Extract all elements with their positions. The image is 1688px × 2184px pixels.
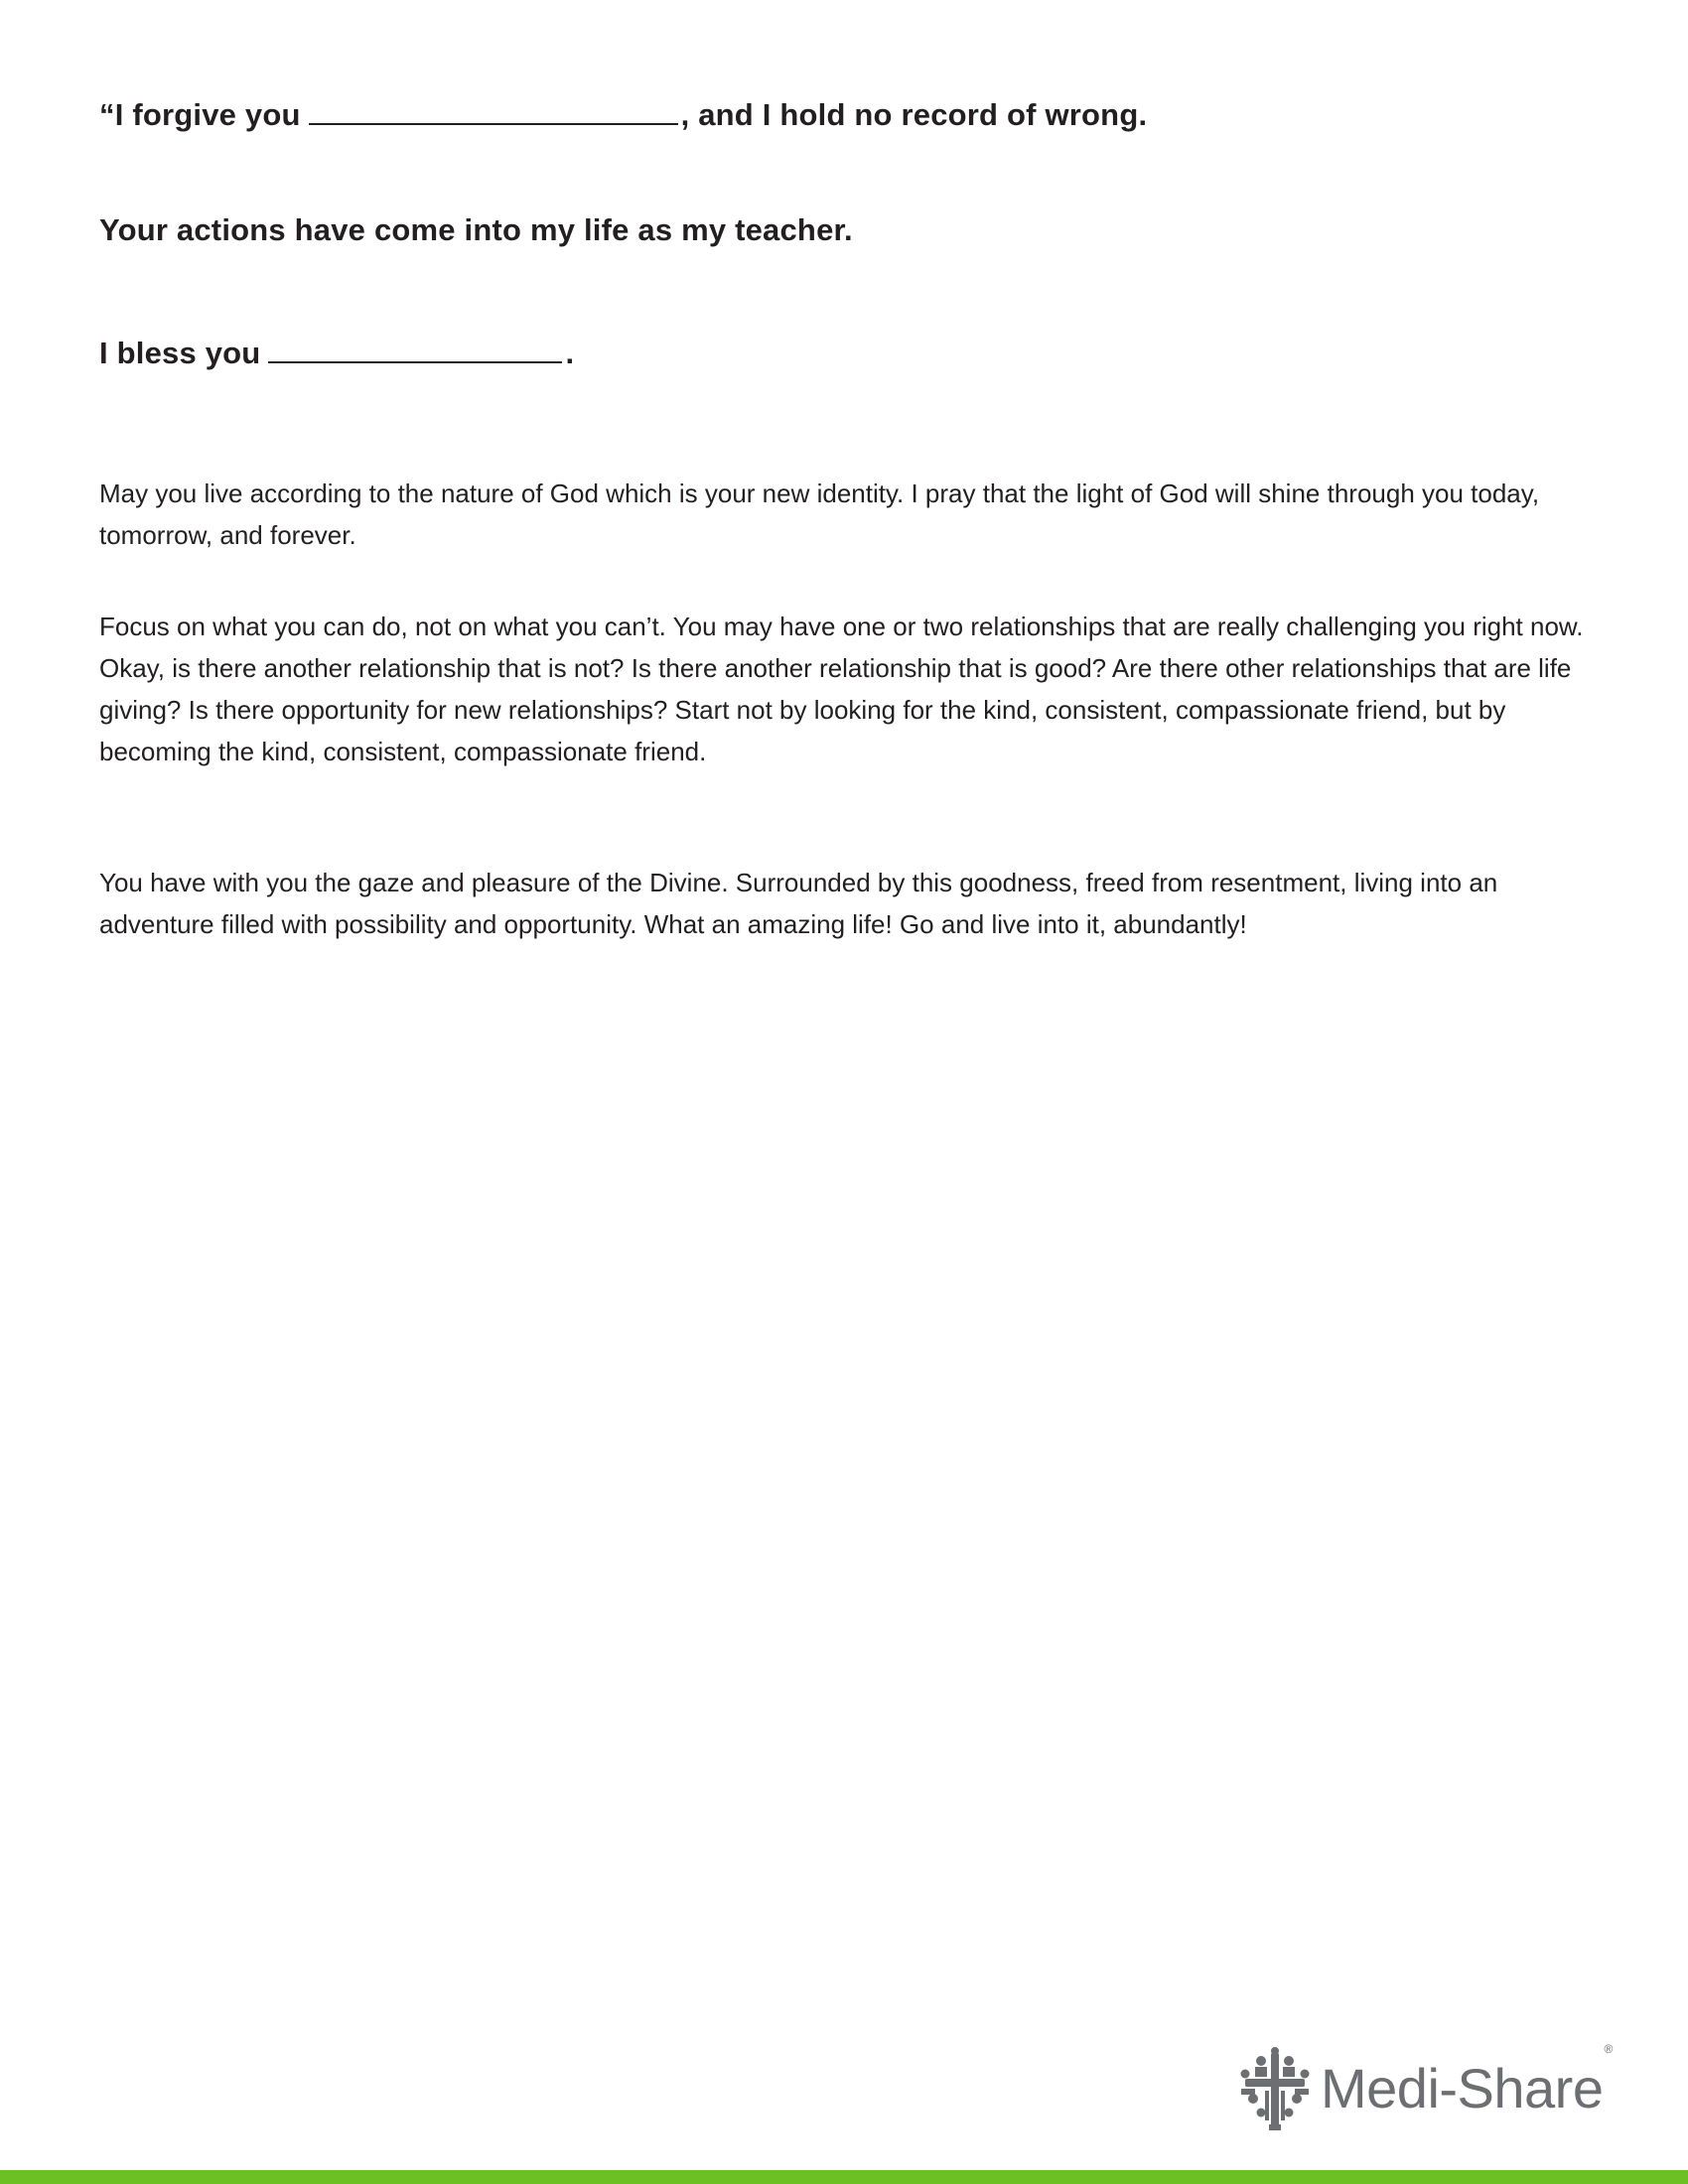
medi-share-logo: [1239, 2042, 1613, 2130]
statement-text: , and I hold no record of wrong.: [680, 97, 1148, 132]
logo-wordmark: [1321, 2042, 1613, 2119]
green-footer-bar: [0, 2170, 1688, 2184]
paragraph-abundant-life: You have with you the gaze and pleasure of the Divine. Surrounded by this goodness, freed from resentment, living into an adventure filled with possibility and opportunity. What an amazing life! Go and live into it, abundantly!: [99, 868, 1498, 939]
forgiveness-statement: [99, 93, 1147, 133]
teacher-statement: Your actions have come into my life as my teacher.: [99, 212, 853, 247]
registered-mark: ®: [1604, 2042, 1613, 2056]
logo-wordmark-text: Medi-Share: [1321, 2057, 1604, 2119]
name-blank-line: [268, 332, 562, 363]
cross-figures-icon: [1239, 2047, 1311, 2130]
paragraph-prayer: May you live according to the nature of God which is your new identity. I pray that the light of God will shine through you today, tomorrow, and forever.: [99, 478, 1540, 550]
blessing-statement: [99, 332, 574, 371]
paragraph-relationships: Focus on what you can do, not on what you can’t. You may have one or two relationships that are really challenging you right now. Okay, is there another relationship that is not? Is there another relationship that is good? Are there other relationships that are life giving? Is there opportunity for new relationships? Start not by looking for the kind, consistent, compassionate friend, but by becoming the kind, consistent, compassionate friend.: [99, 612, 1584, 766]
statement-text: .: [565, 336, 575, 370]
statement-text: “I forgive you: [99, 97, 301, 132]
name-blank-line: [309, 93, 678, 125]
statement-text: I bless you: [99, 336, 261, 370]
